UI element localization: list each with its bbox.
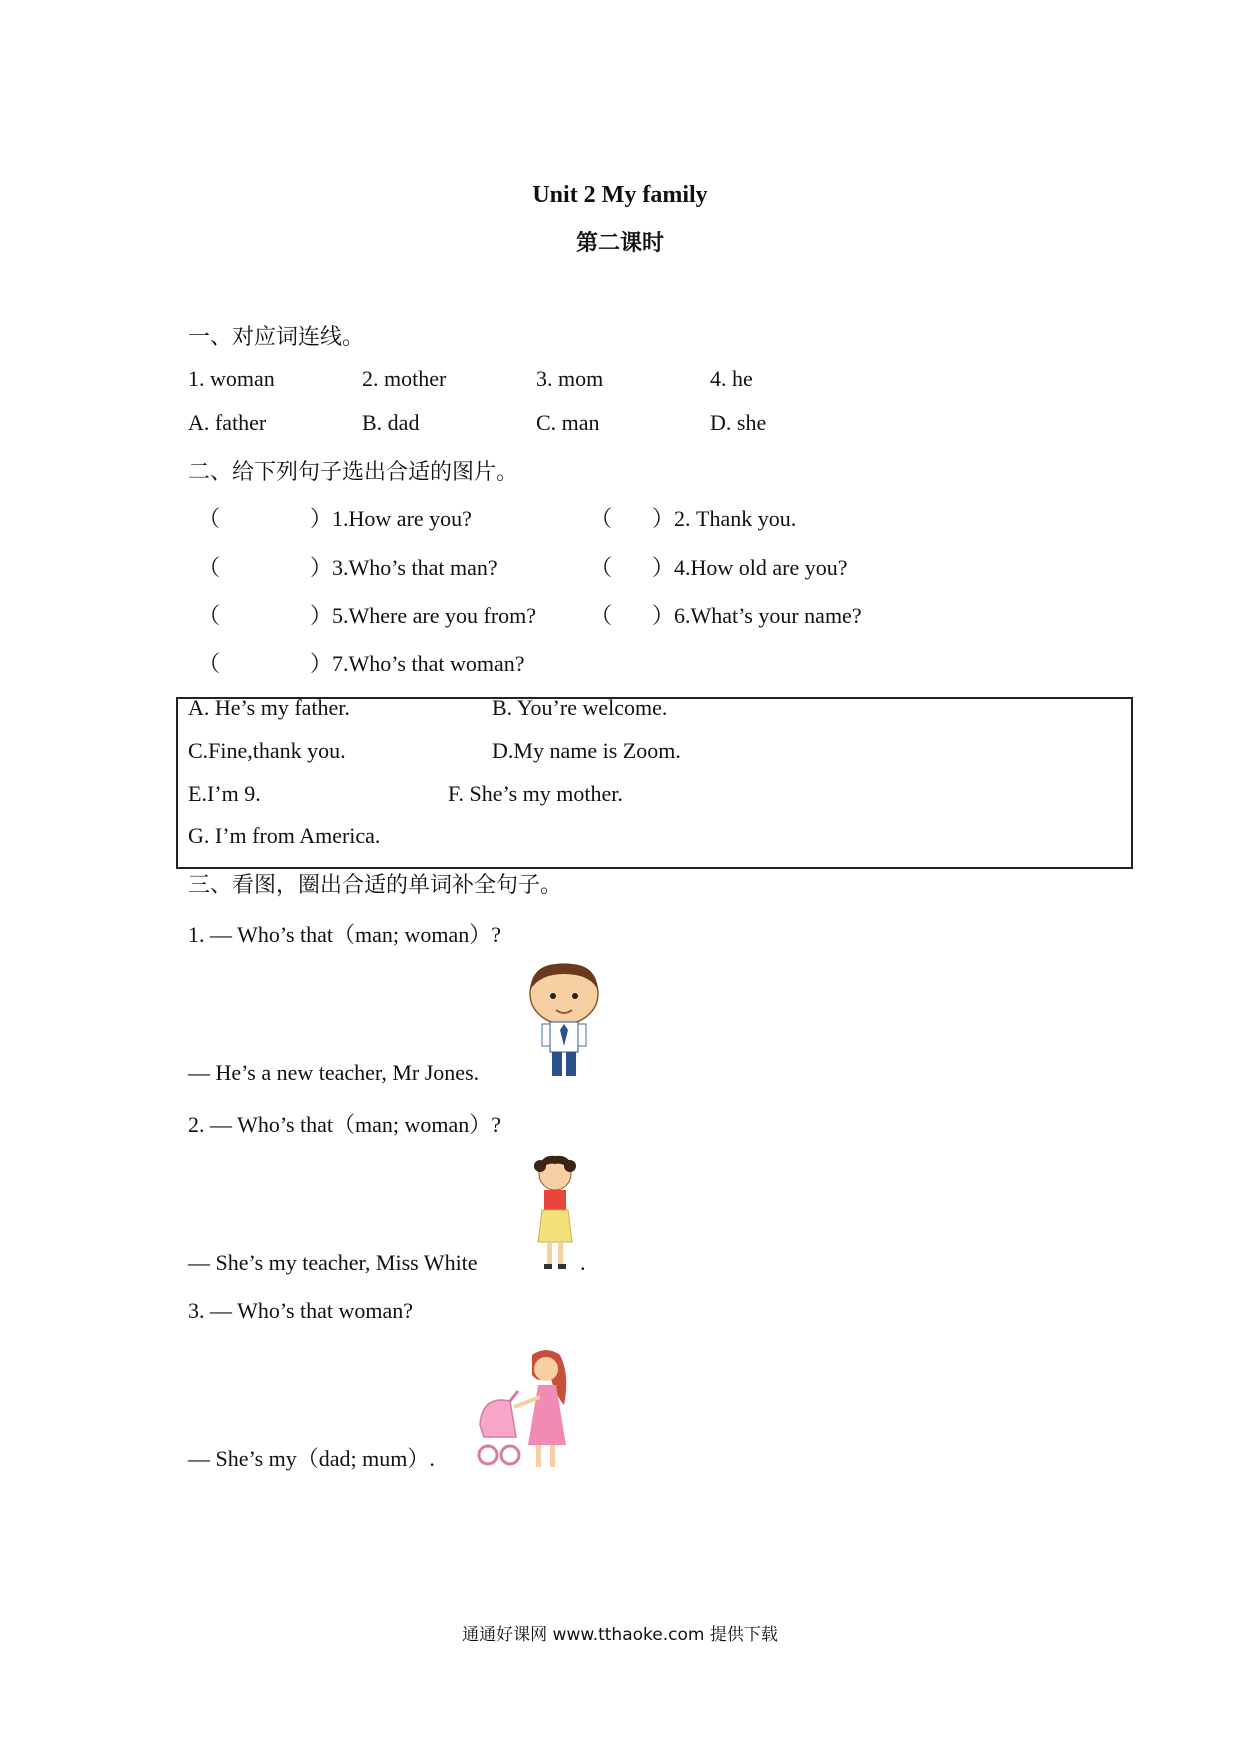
section1-heading: 一、对应词连线。 [188, 325, 365, 350]
question-text: 6.What’s your name? [674, 603, 862, 628]
page-title: Unit 2 My family [532, 182, 708, 208]
match-word-2: 2. mother [362, 366, 447, 391]
question-row [198, 647, 525, 678]
option-b: B. You’re welcome. [492, 695, 668, 720]
answer-blank-close: ） [652, 506, 675, 531]
answer-blank-open[interactable]: （ [590, 555, 613, 580]
footer-credit: 通通好课网 www.tthaoke.com 提供下载 [462, 1625, 778, 1645]
option-d: D.My name is Zoom. [492, 738, 681, 763]
answer-blank-close: ） [310, 603, 333, 628]
mother-stroller-illustration [474, 1345, 584, 1475]
answer-blank-close: ） [310, 506, 333, 531]
answer-blank-open[interactable]: （ [590, 506, 613, 531]
question-text: 1.How are you? [332, 506, 472, 531]
answer-blank-open[interactable]: （ [198, 506, 221, 531]
section3-heading: 三、看图，圈出合适的单词补全句子。 [188, 873, 563, 898]
option-g: G. I’m from America. [188, 823, 381, 848]
picture-answer-2-period: . [580, 1250, 586, 1275]
picture-question-1: 1. — Who’s that（man; woman）? [188, 922, 502, 947]
match-option-c: C. man [536, 410, 600, 435]
answer-blank-open[interactable]: （ [590, 603, 613, 628]
section2-heading: 二、给下列句子选出合适的图片。 [188, 460, 519, 485]
match-word-3: 3. mom [536, 366, 604, 391]
question-text: 5.Where are you from? [332, 603, 537, 628]
question-row [590, 599, 862, 630]
question-row [590, 502, 796, 533]
picture-question-3: 3. — Who’s that woman? [188, 1298, 414, 1323]
question-row [198, 551, 498, 582]
answer-blank-close: ） [310, 651, 333, 676]
option-f: F. She’s my mother. [448, 781, 623, 806]
question-text: 7.Who’s that woman? [332, 651, 525, 676]
picture-answer-3: — She’s my（dad; mum）. [188, 1446, 435, 1471]
picture-answer-1: — He’s a new teacher, Mr Jones. [188, 1060, 480, 1085]
match-option-a: A. father [188, 410, 267, 435]
answer-blank-close: ） [652, 555, 675, 580]
woman-teacher-illustration [530, 1152, 580, 1274]
match-word-4: 4. he [710, 366, 753, 391]
answer-blank-open[interactable]: （ [198, 651, 221, 676]
answer-blank-open[interactable]: （ [198, 603, 221, 628]
answer-blank-close: ） [310, 555, 333, 580]
question-row [198, 599, 536, 630]
option-a: A. He’s my father. [188, 695, 350, 720]
question-text: 4.How old are you? [674, 555, 848, 580]
match-option-b: B. dad [362, 410, 420, 435]
picture-question-2: 2. — Who’s that（man; woman）? [188, 1112, 502, 1137]
picture-answer-2: — She’s my teacher, Miss White [188, 1250, 478, 1275]
question-text: 3.Who’s that man? [332, 555, 498, 580]
match-option-d: D. she [710, 410, 767, 435]
match-word-1: 1. woman [188, 366, 275, 391]
man-teacher-illustration [520, 960, 608, 1080]
answer-blank-close: ） [652, 603, 675, 628]
page-subtitle: 第二课时 [575, 231, 664, 256]
question-row [198, 502, 472, 533]
option-e: E.I’m 9. [188, 781, 261, 806]
answer-blank-open[interactable]: （ [198, 555, 221, 580]
question-row [590, 551, 848, 582]
option-c: C.Fine,thank you. [188, 738, 346, 763]
question-text: 2. Thank you. [674, 506, 797, 531]
